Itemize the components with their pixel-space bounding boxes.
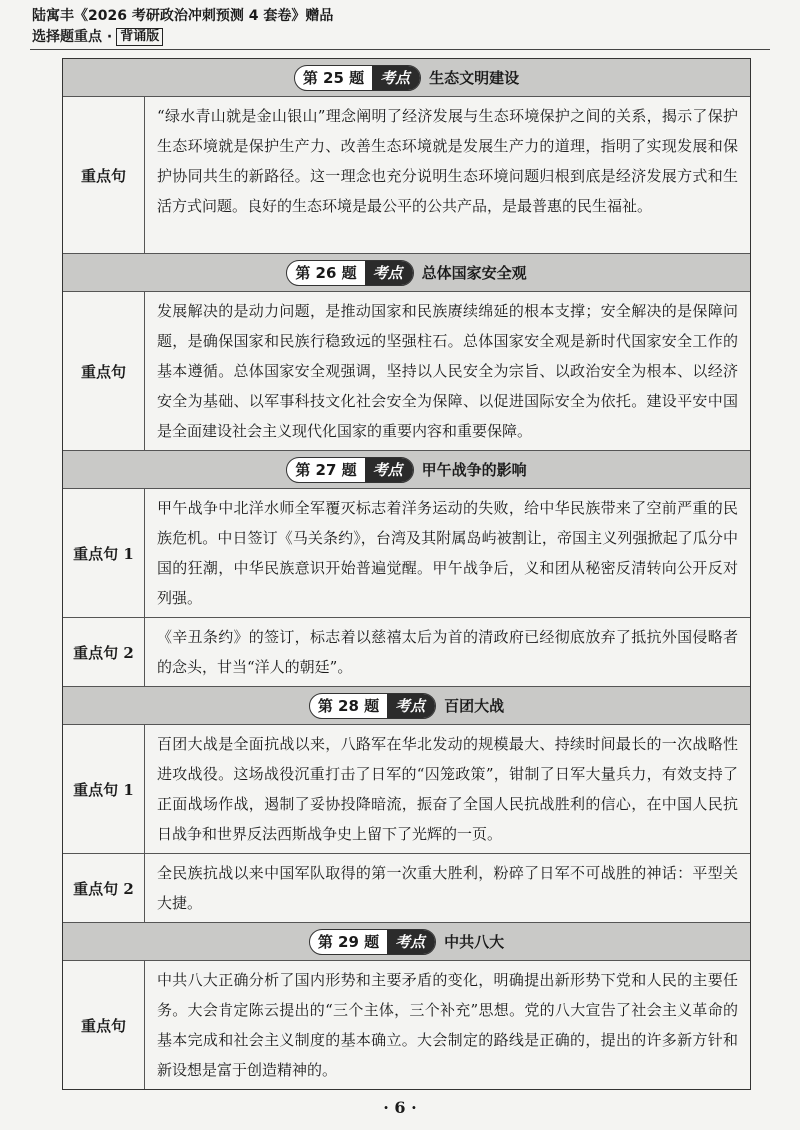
section-band (63, 923, 750, 961)
row-text: 全民族抗战以来中国军队取得的第一次重大胜利，粉碎了日军不可战胜的神话：平型关大捷。 (157, 864, 738, 912)
section-band (63, 254, 750, 292)
question-number: 第 26 题 (295, 263, 357, 282)
section-band (63, 59, 750, 97)
header-subtitle-line (32, 26, 333, 48)
table-row (63, 961, 750, 1089)
row-text: 甲午战争中北洋水师全军覆灭标志着洋务运动的失败，给中华民族带来了空前严重的民族危机。中日签订《马关条约》，台湾及其附属岛屿被割让，帝国主义列强掀起了瓜分中国的狂潮，中华民族意识开始普遍觉醒。甲午战争后，义和团从秘密反清转向公开反对列强。 (157, 499, 738, 607)
question-pill (286, 260, 413, 286)
row-text: “绿水青山就是金山银山”理念阐明了经济发展与生态环境保护之间的关系，揭示了保护生态环境就是保护生产力、改善生态环境就是发展生产力的道理，指明了实现发展和保护协同共生的新路径。这一理念也充分说明生态环境问题归根到底是经济发展方式和生活方式问题。良好的生态环境是最公平的公共产品，是最普惠的民生福祉。 (157, 107, 738, 215)
question-number: 第 29 题 (317, 932, 380, 951)
row-text: 《辛丑条约》的签订，标志着以慈禧太后为首的清政府已经彻底放弃了抵抗外国侵略者的念头，甘当“洋人的朝廷”。 (157, 628, 738, 676)
row-text: 百团大战是全面抗战以来，八路军在华北发动的规模最大、持续时间最长的一次战略性进攻战役。这场战役沉重打击了日军的“囚笼政策”，钳制了日军大量兵力，有效支持了正面战场作战，遏制了妥协投降暗流，振奋了全国人民抗战胜利的信心，在中国人民抗日战争和世界反法西斯战争史上留下了光辉的一页。 (157, 735, 738, 843)
topic-tag: 考点 (387, 694, 435, 718)
table-row (63, 97, 750, 254)
section-topic: 生态文明建设 (429, 69, 520, 87)
row-text: 发展解决的是动力问题，是推动国家和民族赓续绵延的根本支撑；安全解决的是保障问题，是确保国家和民族行稳致远的坚强柱石。总体国家安全观是新时代国家安全工作的基本遵循。总体国家安全观强调，坚持以人民安全为宗旨、以政治安全为根本、以经济安全为基础、以军事科技文化社会安全为保障、以促进国际安全为依托。建设平安中国是全面建设社会主义现代化国家的重要内容和重要保障。 (157, 302, 738, 440)
row-label: 重点句 1 (63, 725, 145, 853)
question-pill (309, 929, 436, 955)
page-header (32, 6, 333, 48)
question-pill (286, 457, 413, 483)
row-label: 重点句 (63, 292, 145, 450)
section-band (63, 451, 750, 489)
content-table (62, 58, 751, 1090)
question-number: 第 27 题 (295, 460, 357, 479)
row-text: 中共八大正确分析了国内形势和主要矛盾的变化，明确提出新形势下党和人民的主要任务。大会肯定陈云提出的“三个主体，三个补充”思想。党的八大宣告了社会主义革命的基本完成和社会主义制度的基本确立。大会制定的路线是正确的，提出的许多新方针和新设想是富于创造精神的。 (157, 971, 738, 1079)
section-topic: 中共八大 (444, 933, 505, 951)
topic-tag: 考点 (365, 458, 413, 482)
header-title: 陆寓丰《2026 考研政治冲刺预测 4 套卷》赠品 (32, 8, 334, 24)
row-label: 重点句 (63, 961, 145, 1089)
table-row (63, 854, 750, 923)
header-subtitle: 选择题重点 · (32, 29, 113, 45)
section-band (63, 687, 750, 725)
section-topic: 甲午战争的影响 (421, 461, 527, 479)
table-row (63, 618, 750, 687)
row-label: 重点句 (63, 97, 145, 253)
row-label: 重点句 2 (63, 618, 145, 686)
topic-tag: 考点 (372, 66, 420, 90)
page-number: · 6 · (383, 1098, 417, 1117)
question-number: 第 25 题 (302, 68, 365, 87)
topic-tag: 考点 (365, 261, 413, 285)
header-divider (30, 49, 770, 50)
section-topic: 百团大战 (444, 697, 505, 715)
row-label: 重点句 2 (63, 854, 145, 922)
question-number: 第 28 题 (317, 696, 380, 715)
row-label: 重点句 1 (63, 489, 145, 617)
section-topic: 总体国家安全观 (421, 264, 527, 282)
question-pill (309, 693, 436, 719)
table-row (63, 725, 750, 854)
table-row (63, 489, 750, 618)
table-row (63, 292, 750, 451)
header-tag: 背诵版 (116, 28, 163, 46)
question-pill (294, 65, 421, 91)
topic-tag: 考点 (387, 930, 435, 954)
